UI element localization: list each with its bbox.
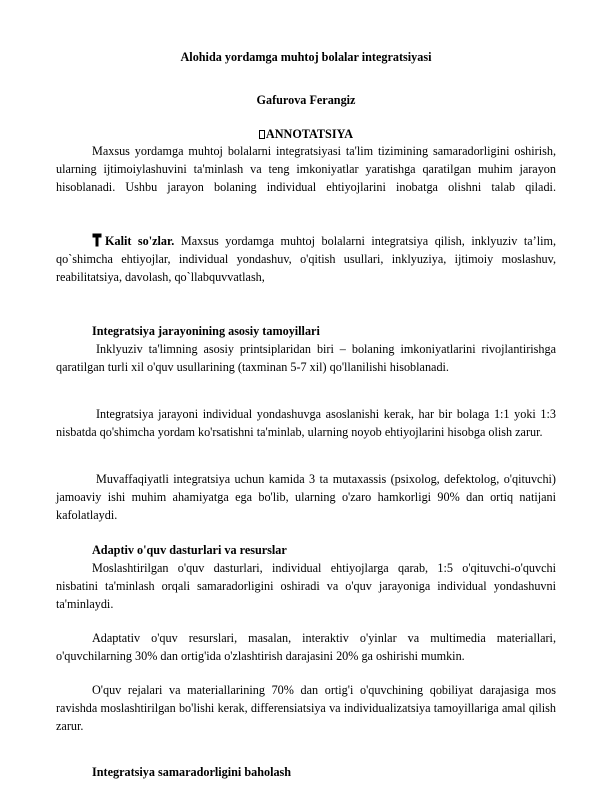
adaptive-paragraph-3: O'quv rejalari va materiallarining 70% dan ortig'i o'quvchining qobiliyat darajasiga mos ravishda moslashtirilgan bo'lishi kerak, differensiatsiya va individualizatsiya tamoyillariga amal qilish zarur.: [56, 683, 556, 733]
section-heading-evaluation: Integratsiya samaradorligini baholash: [92, 765, 292, 779]
document-title: Alohida yordamga muhtoj bolalar integratsiyasi: [180, 50, 432, 64]
principles-paragraph-1: Inklyuziv ta'limning asosiy printsiplaridan biri – bolaning imkoniyatlarini rivojlantirishga qaratilgan turli xil o'quv usullarining (taxminan 5-7 xil) qo'llanilishi hisoblanadi.: [56, 342, 556, 374]
principles-paragraph-2: Integratsiya jarayoni individual yondashuvga asoslanishi kerak, har bir bolaga 1:1 yoki 1:3 nisbatda qo'shimcha yordam ko'rsatishni ta'minlab, ularning noyob ehtiyojlarini hisobga olish zarur.: [56, 407, 556, 439]
annotation-heading: [0, 127, 612, 142]
author-name: Gafurova Ferangiz: [256, 93, 356, 107]
keywords-paragraph: [56, 233, 556, 287]
missing-glyph-icon: [259, 130, 265, 139]
section-heading-principles: Integratsiya jarayonining asosiy tamoyillari: [92, 324, 320, 338]
principles-paragraph-3: Muvaffaqiyatli integratsiya uchun kamida 3 ta mutaxassis (psixolog, defektolog, o'qituvchi) jamoaviy ishi muhim ahamiyatga ega bo'lib, ularning o'zaro hamkorligi 90% dan ortiq natijani kafolatlaydi.: [56, 472, 556, 522]
adaptive-paragraph-1: Moslashtirilgan o'quv dasturlari, individual ehtiyojlarga qarab, 1:5 o'qituvchi-o'quvchi nisbatini ta'minlash orqali samaradorligini oshiradi va o'quv jarayoniga individual yondashuvni ta'minlaydi.: [56, 561, 556, 611]
keywords-label: Kalit so'zlar.: [105, 234, 175, 248]
adaptive-paragraph-2: Adaptativ o'quv resurslari, masalan, interaktiv o'yinlar va multimedia materiallari, o'quvchilarning 30% dan ortig'ida o'zlashtirish darajasini 20% ga oshirishi mumkin.: [56, 631, 556, 663]
annotation-paragraph: Maxsus yordamga muhtoj bolalarni integratsiyasi ta'lim tizimining samaradorligini oshirish, ularning ijtimoiylashuvini ta'minlash va teng imkoniyatlar yaratishga qaratilgan muhim jarayon hisoblanadi. Ushbu jarayon bolaning individual ehtiyojlarini inobatga olishni talab qiladi.: [56, 144, 556, 194]
annotation-heading-text: ANNOTATSIYA: [265, 127, 354, 141]
section-heading-adaptive: Adaptiv o'quv dasturlari va resurslar: [92, 543, 287, 557]
keywords-text: Maxsus yordamga muhtoj bolalarni integratsiya qilish, inklyuziv ta’lim, qo`shimcha ehtiyojlar, individual yondashuv, o'qitish usullari, inklyuziya, ijtimoiy moslashuv, reabilitatsiya, davolash, qo`llabquvvatlash,: [56, 234, 557, 284]
pin-icon: [92, 233, 102, 247]
